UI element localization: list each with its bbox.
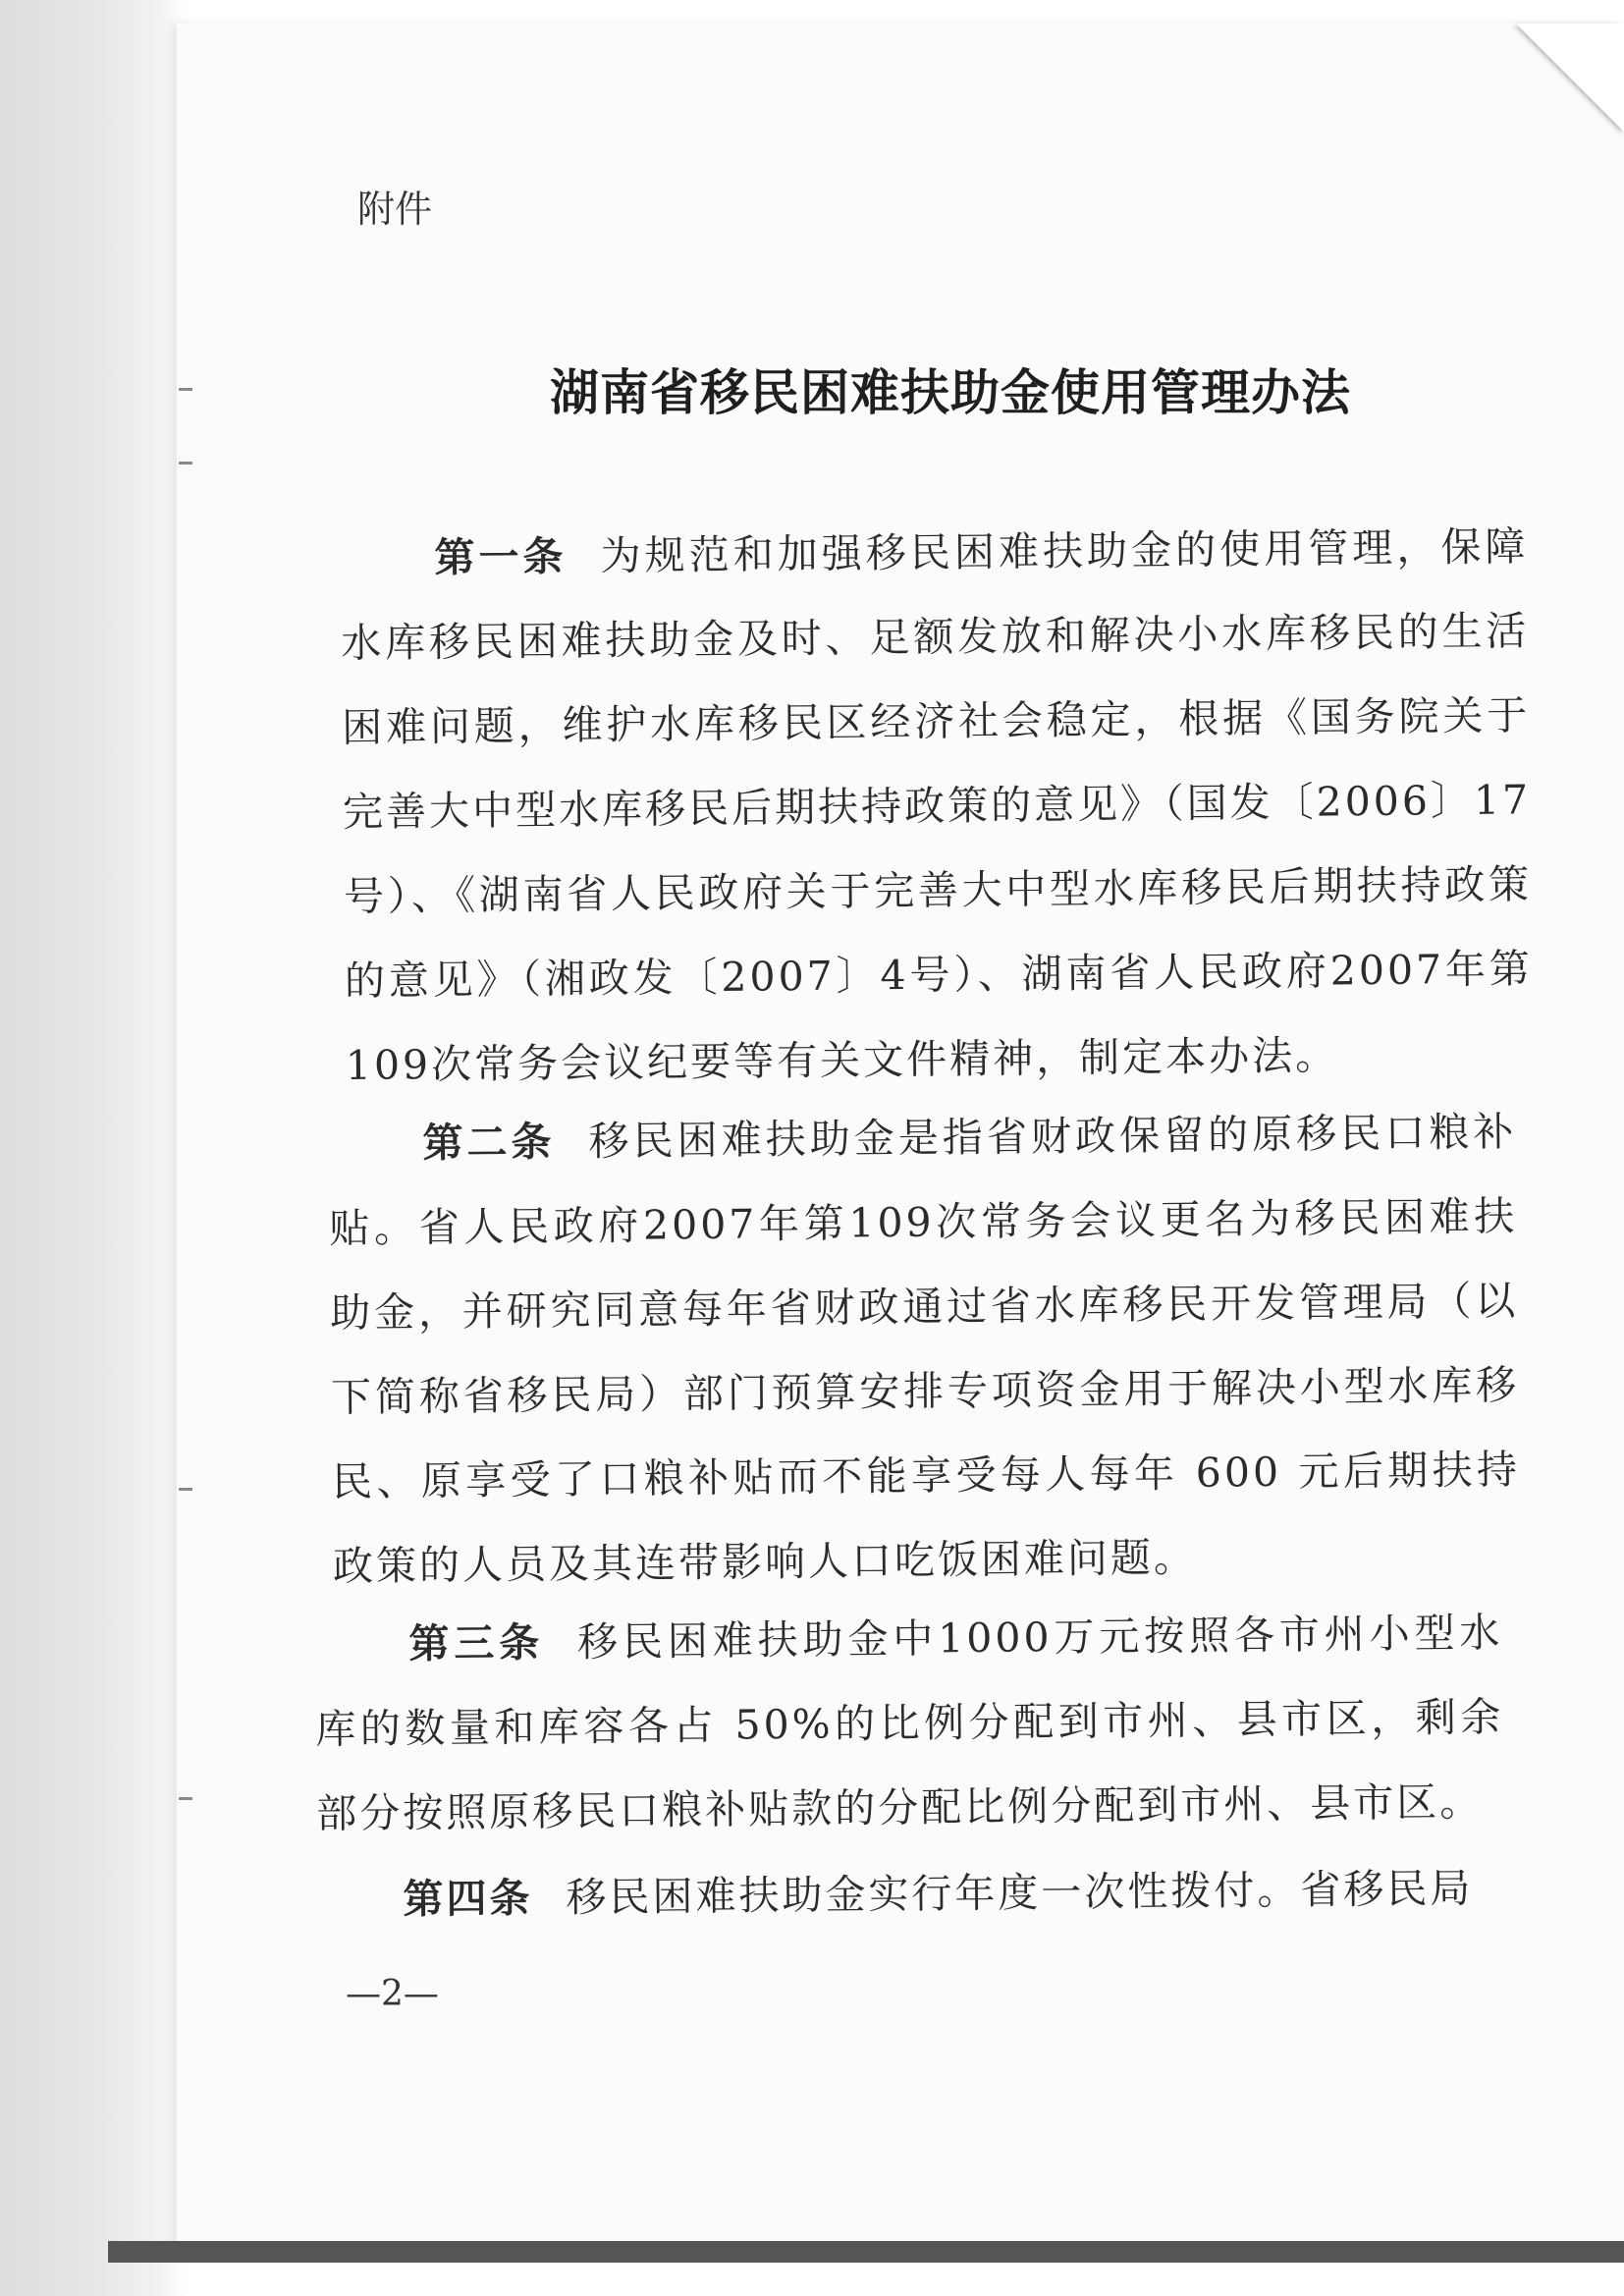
scan-left-margin — [0, 0, 187, 2296]
folded-corner — [1516, 24, 1624, 132]
margin-tick — [179, 1797, 192, 1800]
article-text: 移民困难扶助金实行年度一次性拨付。省移民局 — [566, 1864, 1474, 1922]
article-number: 第一条 — [434, 532, 568, 581]
article-number: 第四条 — [403, 1874, 533, 1923]
article-text: 移民困难扶助金中1000万元按照各市州小型水库的数量和库容各占 50%的比例分配到市州、县市区，剩余部分按照原移民口粮补贴款的分配比例分配到市州、县市区。 — [315, 1609, 1504, 1837]
scan-bottom-edge — [108, 2241, 1624, 2263]
article-number: 第二条 — [422, 1118, 556, 1167]
margin-tick — [179, 462, 192, 465]
article-text: 移民困难扶助金是指省财政保留的原移民口粮补贴。省人民政府2007年第109次常务会议更名为移民困难扶助金，并研究同意每年省财政通过省水库移民开发管理局（以下简称省移民局）部门预算安排专项资金用于解决小型水库移民、原享受了口粮补贴而不能享受每人每年 600 元后期扶持政策的人员及其连带影响人口吃饭困难问题。 — [329, 1108, 1521, 1590]
article-text: 为规范和加强移民困难扶助金的使用管理，保障水库移民困难扶助金及时、足额发放和解决小水库移民的生活困难问题，维护水库移民区经济社会稳定，根据《国务院关于完善大中型水库移民后期扶持政策的意见》（国发〔2006〕17号）、《湖南省人民政府关于完善大中型水库移民后期扶持政策的意见》（湘政发〔2007〕4号）、湖南省人民政府2007年第109次常务会议纪要等有关文件精神，制定本办法。 — [341, 522, 1534, 1089]
article-paragraph — [314, 1590, 1505, 1856]
article-paragraph — [328, 1089, 1521, 1609]
margin-tick — [179, 1488, 192, 1491]
article-paragraph — [308, 1845, 1497, 1942]
document-title: 湖南省移民困难扶助金使用管理办法 — [550, 363, 1351, 421]
attachment-label: 附件 — [357, 188, 433, 231]
article-paragraph — [340, 504, 1534, 1108]
page-number: —2— — [346, 1974, 439, 2014]
margin-tick — [179, 388, 192, 391]
article-number: 第三条 — [408, 1618, 545, 1667]
